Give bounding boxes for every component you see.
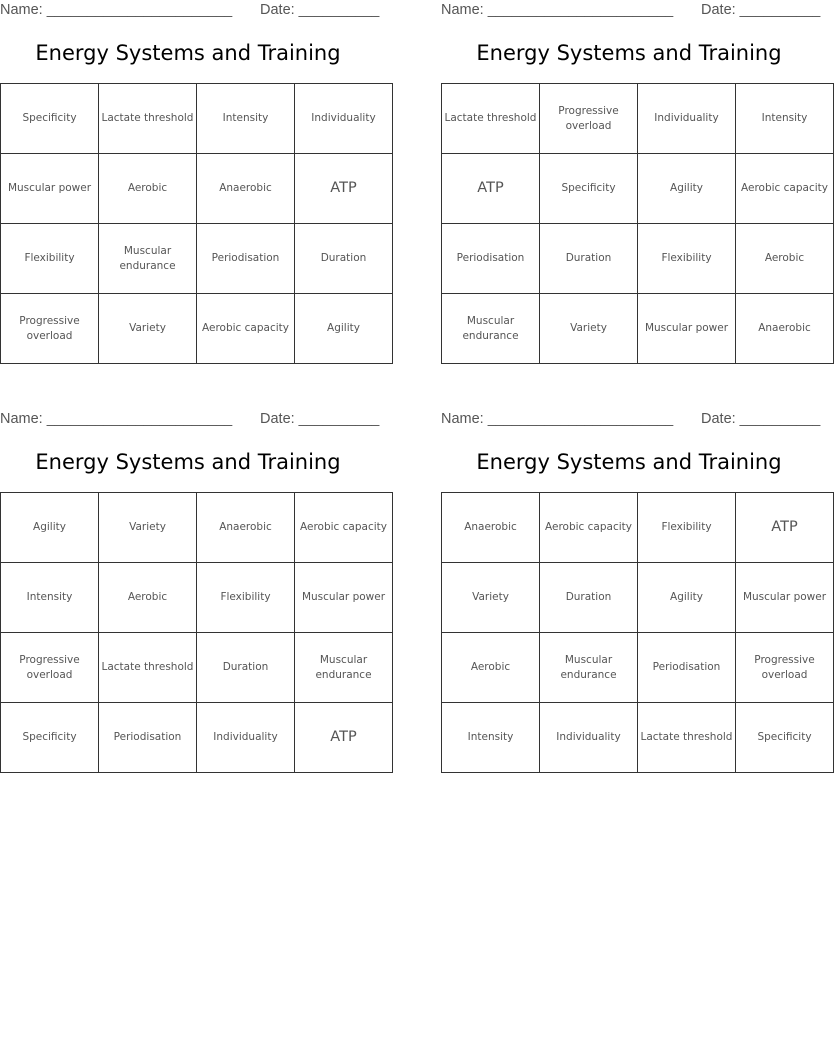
bingo-cell: Aerobic capacity bbox=[540, 493, 638, 563]
bingo-card bbox=[0, 0, 380, 342]
bingo-cell: Intensity bbox=[736, 84, 834, 154]
bingo-cell: Aerobic capacity bbox=[295, 493, 393, 563]
bingo-cell: Individuality bbox=[540, 703, 638, 773]
bingo-cell: Duration bbox=[540, 563, 638, 633]
bingo-cell: Periodisation bbox=[99, 703, 197, 773]
bingo-cell: Duration bbox=[295, 224, 393, 294]
bingo-cell: Anaerobic bbox=[442, 493, 540, 563]
grid-row bbox=[1, 154, 393, 224]
bingo-cell: Flexibility bbox=[1, 224, 99, 294]
bingo-cell: Anaerobic bbox=[197, 493, 295, 563]
bingo-cell: Variety bbox=[442, 563, 540, 633]
bingo-cell: Variety bbox=[99, 493, 197, 563]
grid-row bbox=[442, 703, 834, 773]
bingo-cell: Muscular power bbox=[295, 563, 393, 633]
bingo-cell: Muscular power bbox=[1, 154, 99, 224]
name-field-label: Name: _______________________ bbox=[0, 2, 233, 18]
bingo-grid bbox=[0, 492, 393, 773]
bingo-cell: Specificity bbox=[736, 703, 834, 773]
bingo-cell: Agility bbox=[1, 493, 99, 563]
bingo-cell: Lactate threshold bbox=[638, 703, 736, 773]
bingo-cell: Lactate threshold bbox=[99, 633, 197, 703]
bingo-cell: Agility bbox=[295, 294, 393, 364]
card-title: Energy Systems and Training bbox=[35, 450, 341, 474]
bingo-cell: Muscular endurance bbox=[442, 294, 540, 364]
bingo-grid bbox=[441, 492, 834, 773]
bingo-card bbox=[0, 409, 387, 745]
bingo-cell: Agility bbox=[638, 563, 736, 633]
bingo-cell: Lactate threshold bbox=[99, 84, 197, 154]
grid-row bbox=[442, 493, 834, 563]
grid-row bbox=[442, 563, 834, 633]
bingo-card bbox=[441, 0, 828, 342]
grid-row bbox=[1, 633, 393, 703]
bingo-cell: Aerobic bbox=[442, 633, 540, 703]
bingo-cell: Progressive overload bbox=[540, 84, 638, 154]
bingo-cell: ATP bbox=[295, 703, 393, 773]
bingo-grid bbox=[0, 83, 393, 364]
bingo-cell: Aerobic capacity bbox=[197, 294, 295, 364]
bingo-cell: Agility bbox=[638, 154, 736, 224]
date-field-label: Date: __________ bbox=[701, 2, 821, 18]
card-title: Energy Systems and Training bbox=[35, 41, 341, 65]
grid-row bbox=[1, 493, 393, 563]
bingo-cell: Intensity bbox=[1, 563, 99, 633]
bingo-cell: Intensity bbox=[197, 84, 295, 154]
bingo-cell: Muscular endurance bbox=[295, 633, 393, 703]
card-title: Energy Systems and Training bbox=[476, 41, 782, 65]
grid-row bbox=[442, 84, 834, 154]
bingo-cell: Flexibility bbox=[638, 493, 736, 563]
grid-row bbox=[1, 563, 393, 633]
bingo-cell: Duration bbox=[197, 633, 295, 703]
bingo-cell: Aerobic capacity bbox=[736, 154, 834, 224]
bingo-cell: Variety bbox=[99, 294, 197, 364]
bingo-cell: Muscular power bbox=[736, 563, 834, 633]
grid-row bbox=[1, 84, 393, 154]
grid-row bbox=[442, 294, 834, 364]
name-field-label: Name: _______________________ bbox=[0, 411, 233, 427]
bingo-cell: Muscular endurance bbox=[540, 633, 638, 703]
bingo-cell: Muscular power bbox=[638, 294, 736, 364]
date-field-label: Date: __________ bbox=[260, 411, 380, 427]
bingo-card bbox=[441, 409, 827, 743]
bingo-cell: Individuality bbox=[295, 84, 393, 154]
date-field-label: Date: __________ bbox=[260, 2, 380, 18]
grid-row bbox=[442, 154, 834, 224]
card-header bbox=[441, 409, 821, 431]
bingo-cell: Progressive overload bbox=[1, 294, 99, 364]
card-header bbox=[0, 0, 380, 22]
name-field-label: Name: _______________________ bbox=[441, 2, 674, 18]
bingo-cell: Flexibility bbox=[638, 224, 736, 294]
card-header bbox=[441, 0, 821, 22]
card-header bbox=[0, 409, 380, 431]
bingo-cell: ATP bbox=[442, 154, 540, 224]
name-field-label: Name: _______________________ bbox=[441, 411, 674, 427]
bingo-cell: ATP bbox=[295, 154, 393, 224]
bingo-cell: Periodisation bbox=[197, 224, 295, 294]
bingo-cell: Aerobic bbox=[99, 154, 197, 224]
bingo-cell: Aerobic bbox=[99, 563, 197, 633]
grid-row bbox=[1, 703, 393, 773]
grid-row bbox=[442, 224, 834, 294]
bingo-cell: Muscular endurance bbox=[99, 224, 197, 294]
bingo-cell: Progressive overload bbox=[1, 633, 99, 703]
date-field-label: Date: __________ bbox=[701, 411, 821, 427]
bingo-grid bbox=[441, 83, 834, 364]
grid-row bbox=[1, 294, 393, 364]
bingo-cell: Individuality bbox=[197, 703, 295, 773]
bingo-cell: Progressive overload bbox=[736, 633, 834, 703]
bingo-cell: Aerobic bbox=[736, 224, 834, 294]
bingo-cell: Anaerobic bbox=[736, 294, 834, 364]
card-title: Energy Systems and Training bbox=[476, 450, 782, 474]
bingo-cell: Specificity bbox=[540, 154, 638, 224]
bingo-cell: Duration bbox=[540, 224, 638, 294]
bingo-cell: Individuality bbox=[638, 84, 736, 154]
bingo-cell: Periodisation bbox=[442, 224, 540, 294]
bingo-cell: Lactate threshold bbox=[442, 84, 540, 154]
bingo-cell: ATP bbox=[736, 493, 834, 563]
bingo-cell: Specificity bbox=[1, 703, 99, 773]
bingo-cell: Intensity bbox=[442, 703, 540, 773]
bingo-cell: Specificity bbox=[1, 84, 99, 154]
grid-row bbox=[442, 633, 834, 703]
bingo-cell: Flexibility bbox=[197, 563, 295, 633]
bingo-cell: Periodisation bbox=[638, 633, 736, 703]
bingo-cell: Anaerobic bbox=[197, 154, 295, 224]
bingo-cell: Variety bbox=[540, 294, 638, 364]
grid-row bbox=[1, 224, 393, 294]
